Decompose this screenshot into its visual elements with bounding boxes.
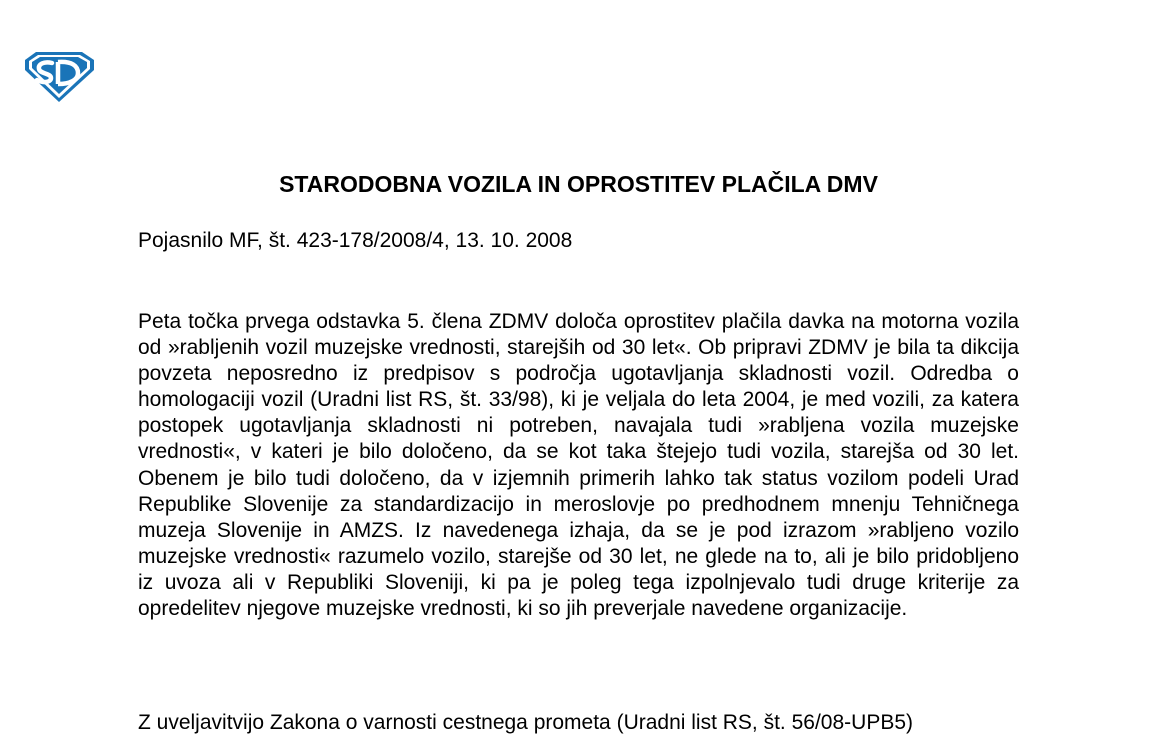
paragraph-2: Z uveljavitvijo Zakona o varnosti cestnega prometa (Uradni list RS, št. 56/08-UPB5)	[138, 711, 914, 734]
sd-logo	[22, 50, 96, 104]
document-title: STARODOBNA VOZILA IN OPROSTITEV PLAČILA DMV	[279, 171, 878, 197]
document-subtitle: Pojasnilo MF, št. 423-178/2008/4, 13. 10. 2008	[138, 229, 573, 252]
paragraph-1: Peta točka prvega odstavka 5. člena ZDMV določa oprostitev plačila davka na motorna vozila od »rabljenih vozil muzejske vrednosti, starejših od 30 let«. Ob pripravi ZDMV je bila ta dikcija povzeta neposredno iz predpisov s področja ugotavljanja skladnosti vozil. Odredba o homologaciji vozil (Uradni list RS, št. 33/98), ki je veljala do leta 2004, je med vozili, za katera postopek ugotavljanja skladnosti ni potreben, navajala tudi »rabljena vozila muzejske vrednosti«, v kateri je bilo določeno, da se kot taka štejejo tudi vozila, starejša od 30 let. Obenem je bilo tudi določeno, da v izjemnih primerih lahko tak status vozilom podeli Urad Republike Slovenije za standardizacijo in meroslovje po predhodnem mnenju Tehničnega muzeja Slovenije in AMZS. Iz navedenega izhaja, da se je pod izrazom »rabljeno vozilo muzejske vrednosti« razumelo vozilo, starejše od 30 let, ne glede na to, ali je bilo pridobljeno iz uvoza ali v Republiki Sloveniji, ki pa je poleg tega izpolnjevalo tudi druge kriterije za opredelitev njegove muzejske vrednosti, ki so jih preverjale navedene organizacije.	[138, 310, 1019, 621]
sd-diamond-logo-icon	[22, 50, 96, 104]
